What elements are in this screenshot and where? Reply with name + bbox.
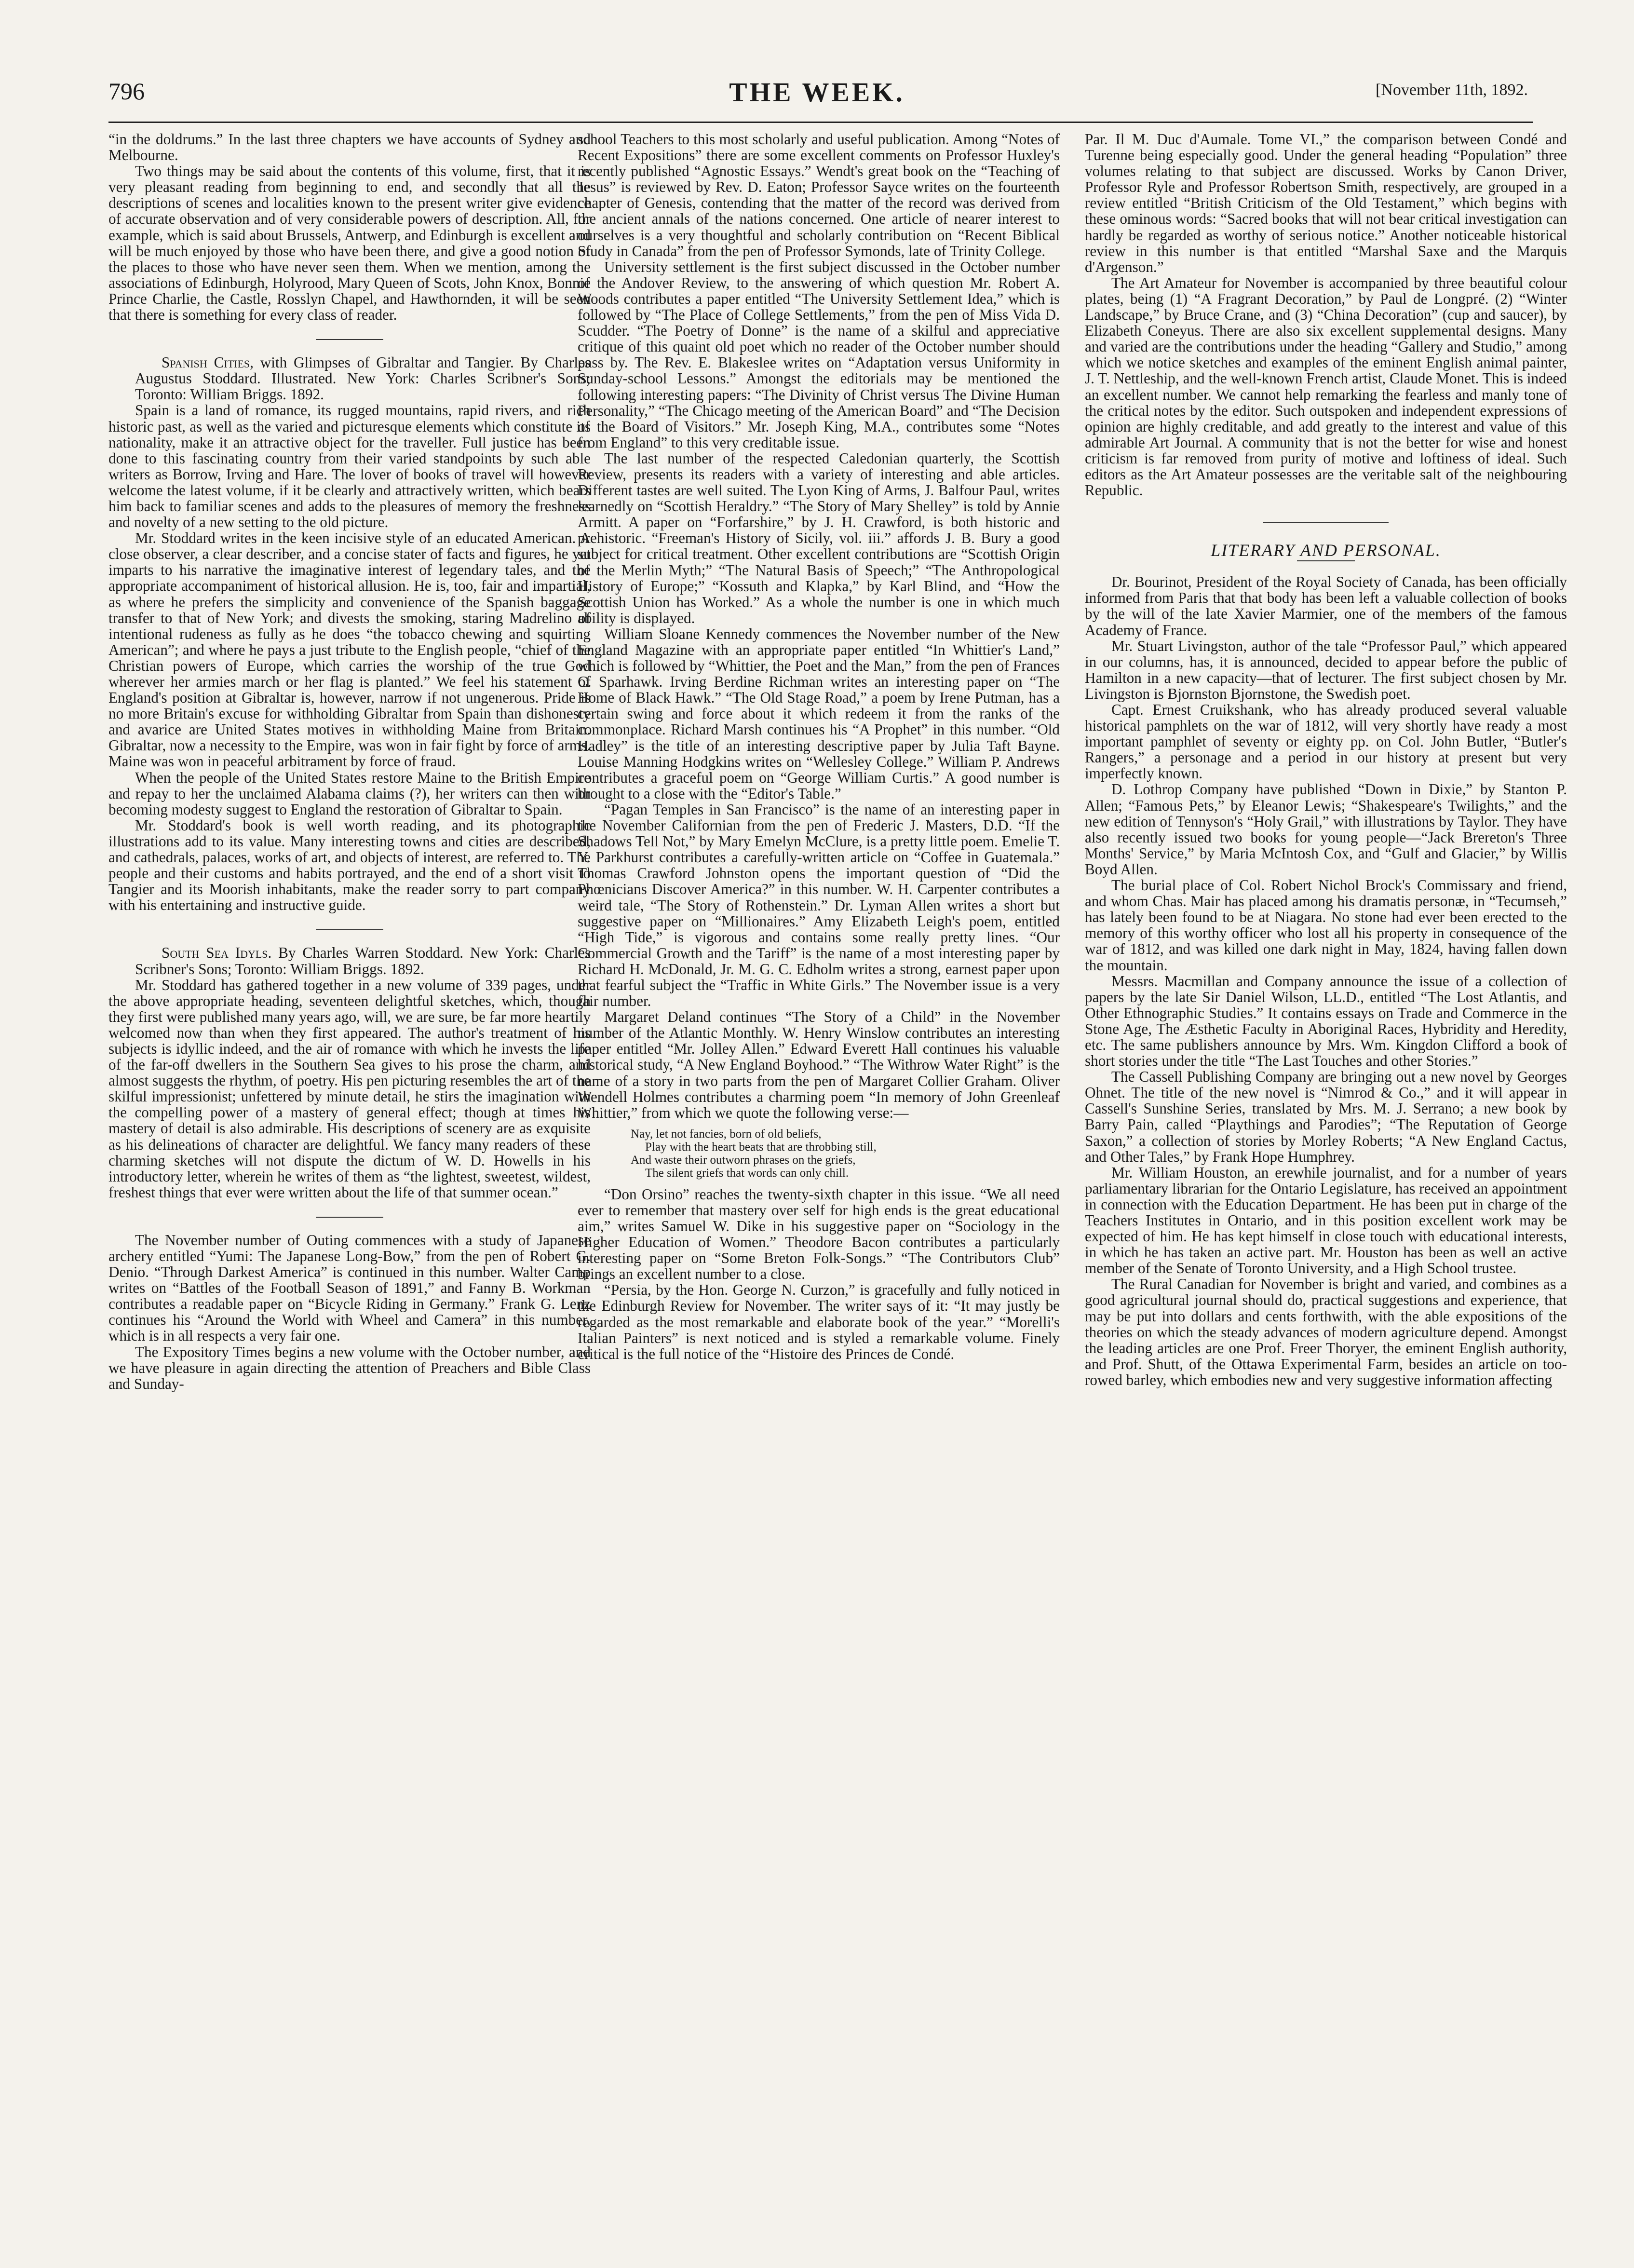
paragraph: Spain is a land of romance, its rugged mountains, rapid rivers, and rich historic past, as well as the varied and picturesque elements which constitute its nationality, make it an attractive object for the traveller. Full justice has been done to this fascinating country from their varied standpoints by such able writers as Borrow, Irving and Hare. The lover of books of travel will however welcome the latest volume, if it be clearly and attractively written, which bears him back to familiar scenes and adds to the pleasures of memory the freshness and novelty of a new setting to the old picture. [108, 402, 591, 531]
page-number: 796 [108, 78, 145, 105]
paragraph: Messrs. Macmillan and Company announce the issue of a collection of papers by the late Sir Daniel Wilson, LL.D., entitled “The Lost Atlantis, and Other Ethnographic Studies.” It contains essays on Trade and Commerce in the Stone Age, The Æsthetic Faculty in Aboriginal Races, Hybridity and Heredity, etc. The same publishers announce by Mrs. Wm. Kingdon Clifford a book of short stories under the title “The Last Touches and other Stories.” [1085, 972, 1567, 1070]
divider [1263, 522, 1389, 523]
divider [316, 929, 383, 930]
poem-line: Play with the heart beats that are throbbing still, [645, 1140, 877, 1154]
issue-date: [November 11th, 1892. [1375, 81, 1528, 99]
paragraph: The November number of Outing commences with a study of Japanese archery entitled “Yumi: The Japanese Long-Bow,” from the pen of Robert G. Denio. “Through Darkest America” is continued in this number. Walter Camp writes on “Battles of the Football Season of 1891,” and Fanny B. Workman contributes a readable paper on “Bicycle Riding in Germany.” Frank G. Lenz continues his “Around the World with Wheel and Camera” in this number, which is in all respects a very fair one. [108, 1231, 591, 1345]
paragraph: Mr. William Houston, an erewhile journalist, and for a number of years parliamentary librarian for the Ontario Legislature, has received an appointment in connection with the Education Department. He has been put in charge of the Teachers Institutes in Ontario, and in this position excellent work may be expected of him. He has kept himself in close touch with educational interests, in which he has taken an active part. Mr. Houston has been as well an active member of the Senate of Toronto University, and a High School trustee. [1085, 1164, 1567, 1277]
paragraph: D. Lothrop Company have published “Down in Dixie,” by Stanton P. Allen; “Famous Pets,” by Eleanor Lewis; “Shakespeare's Twilights,” and the new edition of Tennyson's “Holy Grail,” with illustrations by Taylor. They have also recently issued two books for young people—“Jack Brereton's Three Months' Service,” by Maria McIntosh Cox, and “Gulf and Glacier,” by Willis Boyd Allen. [1085, 781, 1567, 878]
paragraph: Par. Il M. Duc d'Aumale. Tome VI.,” the comparison between Condé and Turenne being especially good. Under the general heading “Population” three volumes relating to that subject are discussed. Works by Canon Driver, Professor Ryle and Professor Robertson Smith, respectively, are grouped in a review entitled “British Criticism of the Old Testament,” which begins with these ominous words: “Sacred books that will not bear critical investigation can hardly be regarded as worthy of serious notice.” Another noticeable historical review in this number is that entitled “Marshal Saxe and the Marquis d'Argenson.” [1085, 131, 1567, 275]
divider [316, 339, 383, 340]
poem-line: Nay, let not fancies, born of old beliefs, [631, 1127, 822, 1141]
paragraph: The Cassell Publishing Company are bringing out a new novel by Georges Ohnet. The title of the new novel is “Nimrod & Co.,” and it will appear in Cassell's Sunshine Series, translated by Mrs. M. J. Serrano; a new book by Barry Pain, called “Playthings and Parodies”; “The Reputation of George Saxon,” a collection of stories by Morley Roberts; “A New England Cactus, and Other Tales,” by Frank Hope Humphrey. [1085, 1068, 1567, 1165]
header-rule [108, 122, 1533, 123]
paragraph: Margaret Deland continues “The Story of a Child” in the November number of the Atlantic Monthly. W. Henry Winslow contributes an interesting paper entitled “Mr. Jolley Allen.” Edward Everett Hall continues his valuable historical study, “A New England Boyhood.” “The Withrow Water Right” is the name of a story in two parts from the pen of Margaret Collier Graham. Oliver Wendell Holmes contributes a charming poem “In memory of John Greenleaf Whittier,” from which we quote the following verse:— [578, 1008, 1060, 1121]
paragraph: The Expository Times begins a new volume with the October number, and we have pleasure in again directing the attention of Preachers and Bible Class and Sunday- [108, 1343, 591, 1392]
paragraph: William Sloane Kennedy commences the November number of the New England Magazine with an appropriate paper entitled “In Whittier's Land,” which is followed by “Whittier, the Poet and the Man,” from the pen of Frances C. Sparhawk. Irving Berdine Richman writes an interesting paper on “The Home of Black Hawk.” “The Old Stage Road,” a poem by Irene Putman, has a certain swing and force about it which redeem it from the ranks of the commonplace. Richard Marsh continues his “A Prophet” in this number. “Old Hadley” is the title of an interesting descriptive paper by Julia Taft Bayne. Louise Manning Hodgkins writes on “Wellesley College.” William P. Andrews contributes a graceful poem on “George William Curtis.” A good number is brought to a close with the “Editor's Table.” [578, 625, 1060, 802]
paragraph: Capt. Ernest Cruikshank, who has already produced several valuable historical pamphlets on the war of 1812, will very shortly have ready a most important pamphlet of seventy or eighty pp. on Col. John Butler, “Butler's Rangers,” a personage and a period in our history at present but very imperfectly known. [1085, 701, 1567, 782]
book-details: with Glimpses of Gibraltar and Tangier. By Charles Augustus Stoddard. Illustrated. New York: Charles Scribner's Sons; Toronto: William Briggs. 1892. [135, 354, 591, 403]
paragraph: Dr. Bourinot, President of the Royal Society of Canada, has been officially informed from Paris that that body has been left a valuable collection of books by the will of the late Xavier Marmier, one of the members of the famous Academy of France. [1085, 573, 1567, 638]
book-heading [108, 354, 591, 402]
paragraph: Two things may be said about the contents of this volume, first, that it is very pleasant reading from beginning to end, and secondly that all the descriptions of scenes and localities known to the present writer give evidence of accurate observation and of very considerable powers of description. All, for example, which is said about Brussels, Antwerp, and Edinburgh is excellent and will be much enjoyed by those who have been there, and give a good notion of the places to those who have never seen them. When we mention, among the associations of Edinburgh, Holyrood, Mary Queen of Scots, John Knox, Bonnie Prince Charlie, the Castle, Rosslyn Chapel, and Hawthornden, it will be seen that there is something for every class of reader. [108, 163, 591, 324]
paragraph: The Rural Canadian for November is bright and varied, and combines as a good agricultural journal should do, practical suggestions and experience, that may be put into dollars and cents forthwith, with the able expositions of the theories on which the steady advances of modern agriculture depend. Amongst the leading articles are one Prof. Freer Thoryer, the eminent English authority, and Prof. Shutt, of the Ottawa Experimental Farm, besides an article on too-rowed barley, which embodies new and very suggestive information affecting [1085, 1276, 1567, 1388]
column-3 [1085, 131, 1567, 1388]
paragraph: Mr. Stuart Livingston, author of the tale “Professor Paul,” which appeared in our columns, has, it is announced, decided to appear before the public of Hamilton in a new capacity—that of lecturer. The first subject chosen by Mr. Livingston is Bjornston Bjornstone, the Swedish poet. [1085, 637, 1567, 702]
paragraph: The Art Amateur for November is accompanied by three beautiful colour plates, being (1) “A Fragrant Decoration,” by Paul de Longpré. (2) “Winter Landscape,” by Bruce Crane, and (3) “China Decoration” (cup and saucer), by Elizabeth Coneyus. There are also six excellent supplemental designs. Many and varied are the contributions under the heading “Gallery and Studio,” among which we notice sketches and examples of the eminent English animal painter, J. T. Nettleship, and the well-known French artist, Claude Monet. This is indeed an excellent number. We cannot help remarking the fearless and manly tone of the critical notes by the editor. Such outspoken and independent expressions of opinion are highly creditable, and add greatly to the interest and value of this admirable Art Journal. A community that is not the better for wise and honest criticism is far removed from purity of motive and loftiness of ideal. Such editors as the Art Amateur possesses are the veritable salt of the neighbouring Republic. [1085, 274, 1567, 499]
section-heading: LITERARY AND PERSONAL. [1211, 541, 1441, 560]
divider [316, 1217, 383, 1218]
paragraph: University settlement is the first subject discussed in the October number of the Andover Review, to the answering of which question Mr. Robert A. Woods contributes a paper entitled “The University Settlement Idea,” which is followed by “The Place of College Settlements,” from the pen of Miss Vida D. Scudder. “The Poetry of Donne” is the name of a skilful and appreciative critique of this quaint old poet which no reader of the October number should pass by. The Rev. E. Blakeslee writes on “Adaptation versus Uniformity in Sunday-school Lessons.” Amongst the editorials may be mentioned the following interesting papers: “The Divinity of Christ versus The Divine Human Personality,” “The Chicago meeting of the American Board” and “The Decision of the Board of Visitors.” Mr. Joseph King, M.A., contributes some “Notes from England” to this very creditable issue. [578, 258, 1060, 451]
paragraph: “Don Orsino” reaches the twenty-sixth chapter in this issue. “We all need ever to remember that mastery over self for high ends is the great educational aim,” writes Samuel W. Dike in his suggestive paper on “Sociology in the Higher Education of Women.” Theodore Bacon contributes a particularly interesting paper on “Some Breton Folk-Songs.” “The Contributors Club” brings an excellent number to a close. [578, 1185, 1060, 1283]
section-rule [1297, 560, 1355, 561]
column-1 [108, 131, 591, 1392]
paragraph: Mr. Stoddard's book is well worth reading, and its photographic illustrations add to its value. Many interesting towns and cities are described, and cathedrals, palaces, works of art, and objects of interest, are referred to. The people and their customs and habits portrayed, and the end of a short visit to Tangier and its Moorish inhabitants, make the reader sorry to part company with his entertaining and instructive guide. [108, 816, 591, 914]
paragraph: school Teachers to this most scholarly and useful publication. Among “Notes of Recent Expositions” there are some excellent comments on Professor Huxley's recently published “Agnostic Essays.” Wendt's great book on the “Teaching of Jesus” is reviewed by Rev. D. Eaton; Professor Sayce writes on the fourteenth chapter of Genesis, contending that the matter of the record was derived from the ancient annals of the nations concerned. One article of nearer interest to ourselves is a very thoughtful and scholarly contribution on “Recent Biblical Study in Canada” from the pen of Professor Symonds, late of Trinity College. [578, 131, 1060, 259]
paragraph: Mr. Stoddard has gathered together in a new volume of 339 pages, under the above appropriate heading, seventeen delightful sketches, which, though they first were published many years ago, will, we are sure, be far more heartily welcomed now than when they first appeared. The author's treatment of his subjects is idyllic indeed, and the air of romance with which he invests the life of the far-off dwellers in the Southern Sea gives to his prose the charm, and almost suggests the rhythm, of poetry. His pen picturing resembles the art of the skilful impressionist; unfettered by minute detail, he stirs the imagination with the compelling power of a mastery of general effect; though at times his mastery of detail is also admirable. His descriptions of scenery are as exquisite as his delineations of character are delightful. We fancy many readers of these charming sketches will not dispute the dictum of W. D. Howells in his introductory letter, wherein he writes of them as “the lightest, sweetest, wildest, freshest things that ever were written about the life of that summer ocean.” [108, 976, 591, 1201]
paragraph: “in the doldrums.” In the last three chapters we have accounts of Sydney and Melbourne. [108, 131, 591, 164]
paragraph: When the people of the United States restore Maine to the British Empire and repay to her the unclaimed Alabama claims (?), her writers can then with becoming modesty suggest to England the restoration of Gibraltar to Spain. [108, 769, 591, 818]
poem-line: And waste their outworn phrases on the griefs, [631, 1153, 856, 1167]
book-details: By Charles Warren Stoddard. New York: Charles Scribner's Sons; Toronto: William Briggs. 1892. [135, 944, 591, 978]
poem-quote [631, 1127, 1060, 1180]
paragraph: The burial place of Col. Robert Nichol Brock's Commissary and friend, and whom Chas. Mair has placed among his dramatis personæ, in “Tecumseh,” has lately been found to be at Niagara. No stone had ever been erected to the memory of this worthy officer who lost all his property in consequence of the war of 1812, and was killed one dark night in May, 1824, having fallen down the mountain. [1085, 877, 1567, 974]
paragraph: The last number of the respected Caledonian quarterly, the Scottish Review, presents its readers with a variety of interesting and able articles. Different tastes are well suited. The Lyon King of Arms, J. Balfour Paul, writes learnedly on “Scottish Heraldry.” “The Story of Mary Shelley” is told by Annie Armitt. A paper on “Forfarshire,” by J. H. Crawford, is both historic and prehistoric. “Freeman's History of Sicily, vol. iii.” affords J. B. Bury a good subject for critical treatment. Other excellent contributions are “Scottish Origin of the Merlin Myth;” “The Natural Basis of Speech;” “The Anthropological History of Europe;” “Kossuth and Klapka,” by Karl Blind, and “How the Scottish Union has Worked.” As a whole the number is one in which much ability is displayed. [578, 449, 1060, 626]
publication-title: THE WEEK. [729, 78, 905, 108]
book-title: Spanish Cities, [162, 354, 254, 371]
column-2 [578, 131, 1060, 1362]
book-title: South Sea Idyls. [162, 944, 272, 962]
poem-line: The silent griefs that words can only chill. [645, 1166, 849, 1180]
paragraph: Mr. Stoddard writes in the keen incisive style of an educated American. A close observer, a clear describer, and a concise stater of facts and figures, he yet imparts to his narrative the imaginative interest of legendary tales, and the appropriate accompaniment of historical allusion. He is, too, fair and impartial, as where he prefers the simplicity and convenience of the Spanish baggage transfer to that of New York; and divests the smoking, staring Madrelino of intentional rudeness as fully as he does “the tobacco chewing and squirting American”; and where he pays a just tribute to the English people, “chief of the Christian powers of Europe, which carries the worship of the true God wherever her armies march or her flag is planted.” We feel his statement of England's position at Gibraltar is, however, narrow if not ungenerous. Pride is no more Britain's excuse for withholding Gibraltar from Spain than dishonesty and avarice are United States motives in withholding Maine from Britain. Gibraltar, now a necessity to the Empire, was won in fair fight by force of arms. Maine was won in peaceful arbitrament by force of fraud. [108, 530, 591, 770]
book-heading [108, 945, 591, 977]
paragraph: “Pagan Temples in San Francisco” is the name of an interesting paper in the November Californian from the pen of Frederic J. Masters, D.D. “If the Shadows Tell Not,” by Mary Emelyn McClure, is a pretty little poem. Emelie T. Y. Parkhurst contributes a carefully-written article on “Coffee in Guatemala.” Thomas Crawford Johnston opens the important question of “Did the Phœnicians Discover America?” in this number. W. H. Carpenter contributes a weird tale, “The Story of Rothenstein.” Dr. Lyman Allen writes a short but suggestive paper on “Millionaires.” Amy Elizabeth Leigh's poem, entitled “High Tide,” is vigorous and contains some really pretty lines. “Our Commercial Growth and the Tariff” is the name of a most interesting paper by Richard H. McDonald, Jr. M. G. C. Edholm writes a strong, earnest paper upon that fearful subject the “Traffic in White Girls.” The November issue is a very fair number. [578, 801, 1060, 1010]
paragraph: “Persia, by the Hon. George N. Curzon,” is gracefully and fully noticed in the Edinburgh Review for November. The writer says of it: “It may justly be regarded as the most remarkable and elaborate book of the year.” “Morelli's Italian Painters” is next noticed and is styled a remarkable volume. Finely critical is the full notice of the “Histoire des Princes de Condé. [578, 1281, 1060, 1362]
page-header [0, 77, 1634, 125]
